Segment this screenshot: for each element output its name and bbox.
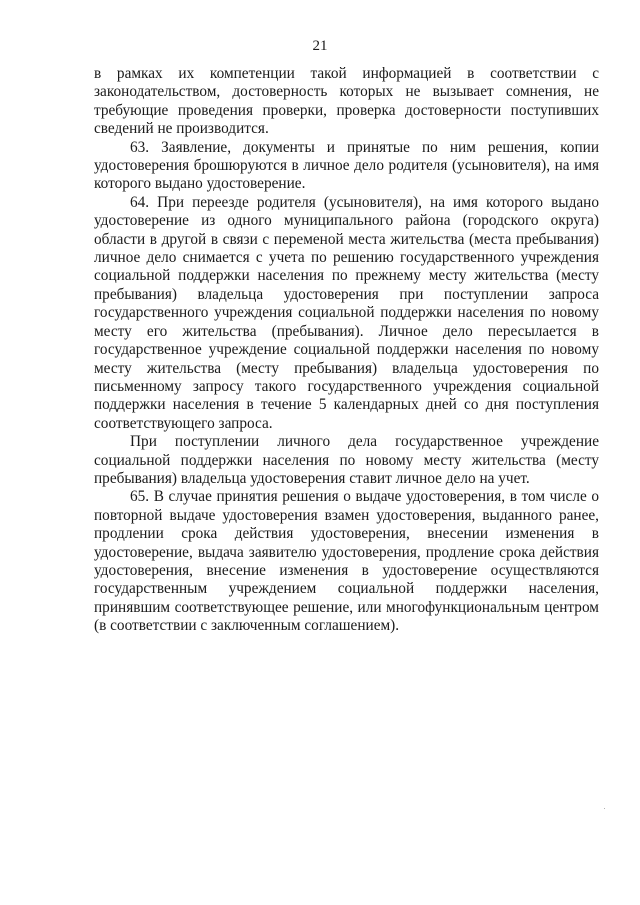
paragraph-continuation: в рамках их компетенции такой информацией в соответствии с законодательством, достоверность которых не вызывает сомнения, не требующие проведения проверки, проверка достоверности поступивших сведений не производится. [94,65,599,138]
document-body [94,65,599,636]
scan-speck [604,808,605,809]
paragraph-64-receipt: При поступлении личного дела государственное учреждение социальной поддержки населения по новому месту жительства (месту пребывания) владельца удостоверения ставит личное дело на учет. [94,433,599,487]
paragraph-63: 63. Заявление, документы и принятые по ним решения, копии удостоверения брошюруются в личное дело родителя (усыновителя), на имя которого выдано удостоверение. [94,138,599,193]
paragraph-65: 65. В случае принятия решения о выдаче удостоверения, в том числе о повторной выдаче удостоверения взамен удостоверения, выданного ранее, продлении срока действия удостоверения, внесении изменения в удостоверение, выдача заявителю удостоверения, продление срока действия удостоверения, внесение изменения в удостоверение осуществляются государственным учреждением социальной поддержки населения, принявшим соответствующее решение, или многофункциональным центром (в соответствии с заключенным соглашением). [94,488,599,635]
page-number: 21 [312,38,328,54]
paragraph-64: 64. При переезде родителя (усыновителя), на имя которого выдано удостоверение из одного муниципального района (городского округа) области в другой в связи с переменой места жительства (места пребывания) личное дело снимается с учета по решению государственного учреждения социальной поддержки населения по прежнему месту жительства (месту пребывания) владельца удостоверения при поступлении запроса государственного учреждения социальной поддержки населения по новому месту его жительства (пребывания). Личное дело пересылается в государственное учреждение социальной поддержки населения по новому месту жительства (месту пребывания) владельца удостоверения по письменному запросу такого государственного учреждения социальной поддержки населения в течение 5 календарных дней со дня поступления соответствующего запроса. [94,193,599,432]
